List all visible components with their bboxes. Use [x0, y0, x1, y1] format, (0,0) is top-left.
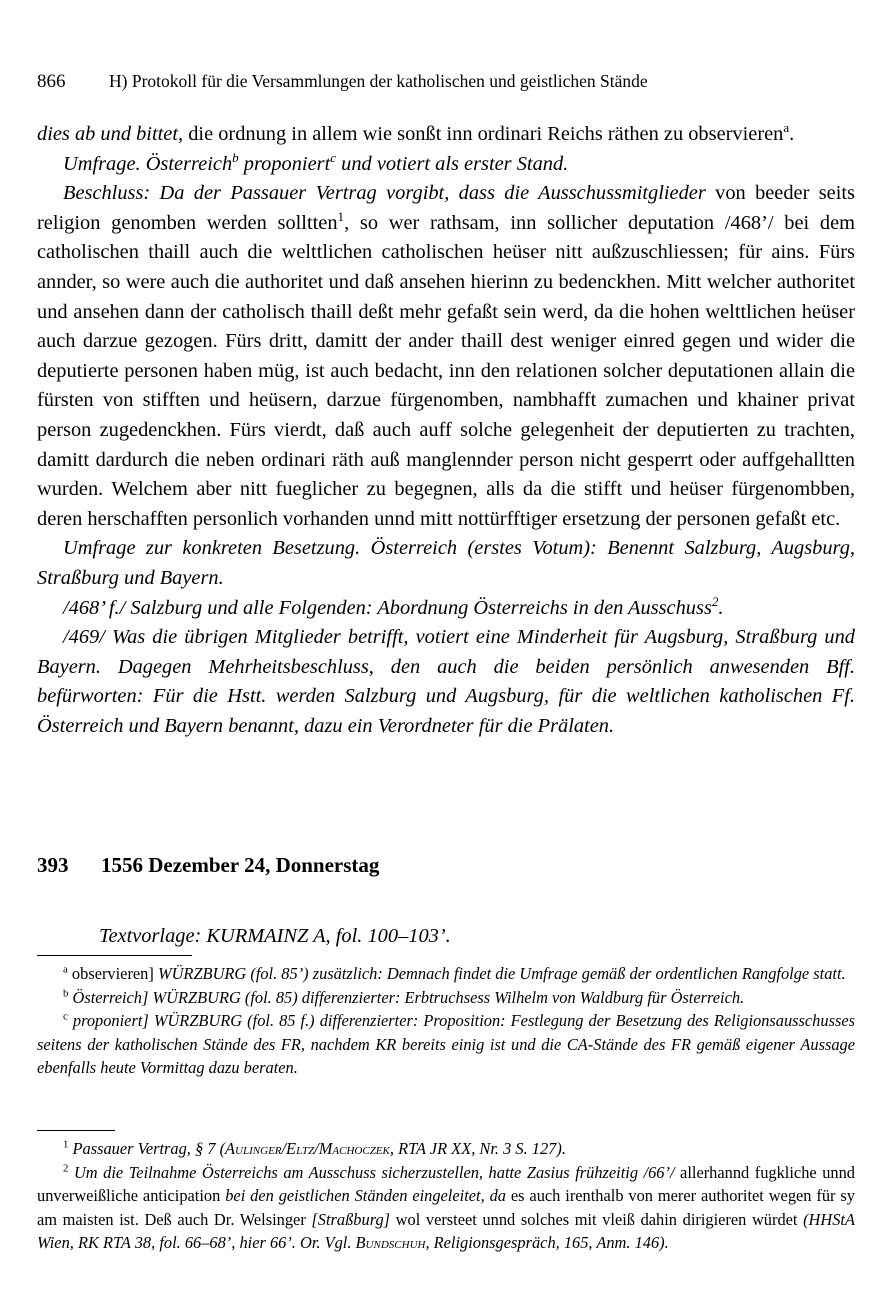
footnote-2-text-h: , Religionsgespräch, 165, Anm. 146). — [425, 1233, 669, 1253]
para3-rest-a: von beeder seits religion genomben werden solltten — [37, 182, 855, 234]
footnote-1-authors: Aulinger/Eltz/Machoczek — [225, 1139, 390, 1158]
apparatus-lemma-b: Österreich] — [72, 987, 149, 1007]
para1-lead-italic: dies ab und bittet, — [37, 123, 184, 145]
footnote-2-author: Bundschuh — [355, 1233, 426, 1253]
footnote-2-text-b: allerhannd fugkliche unnd unverweißliche anticipation — [37, 1162, 855, 1206]
footnote-marker-b: b — [232, 149, 239, 165]
section-heading — [37, 851, 855, 879]
footnote-2-text-a: Um die Teilnahme Österreichs am Ausschuss sicherzustellen, hatte Zasius frühzeitig /66’/ — [73, 1162, 675, 1182]
running-head — [37, 70, 855, 93]
footnote-2-text-c: bei den geistlichen Ständen eingeleitet, da — [225, 1186, 506, 1206]
footnote-2-text-g: (HHStA Wien, RK RTA 38, fol. 66–68’, hier 66’. Or. Vgl. — [37, 1209, 855, 1253]
apparatus-marker-a: a — [63, 963, 68, 976]
section-number: 393 — [37, 853, 69, 877]
apparatus-marker-c: c — [63, 1010, 68, 1023]
apparatus-note-a — [37, 962, 855, 986]
apparatus-numbers-rule — [37, 1130, 115, 1131]
footnote-2-marker: 2 — [63, 1162, 69, 1175]
apparatus-letters-rule — [37, 955, 192, 956]
para5-text: /468’ f./ Salzburg und alle Folgenden: Abordnung Österreichs in den Ausschuss — [63, 596, 712, 619]
para3-rest-b: , so wer rathsam, inn sollicher deputation /468’/ bei dem catholischen thaill auch die welttlichen catholischen heüser nitt außzuschliessen; für ains. Fürs annder, so were auch die authoritet und daß ansehen hierinn zu bedenckhen. Mitt welcher authoritet und ansehen dann der catholisch thaill deßt mehr gefaßt sein werd, da die hohen welttlichen heüser auch darzue gezogen. Fürs dritt, damitt der ander thaill dest weniger einred gegen und wider die deputierte personen haben müg, ist auch bedacht, inn den relationen solcher deputationen allain die fürsten von stifften und heüsern, darzue fürgenomben, nambhafft zumachen und khainer privat person zugedenckhen. Fürs vierdt, daß auch auff solche gelegenheit der deputierten zu trachten, damitt dardurch die neben ordinari räth auß manglennder person nicht gesperrt oder auffgehalltten wurden. Welchem aber nitt fueglicher zu begegnen, alls da die stifft und heüser fürgenombben, deren herschafften personlich vorhanden unnd mitt nottürfftiger ersetzung der personen gefaßt etc. — [37, 211, 855, 530]
apparatus-lemma-a: observieren] — [71, 964, 154, 983]
paragraph-4-umfrage-besetzung: Umfrage zur konkreten Besetzung. Österreich (erstes Votum): Benennt Salzburg, Augsburg, Straßburg und Bayern. — [37, 537, 855, 589]
paragraph-6-mehrheitsbeschluss: /469/ Was die übrigen Mitglieder betrifft, votiert eine Minderheit für Augsburg, Straßburg und Bayern. Dagegen Mehrheitsbeschluss, den auch die beiden persönlich anwesenden Bff. befürworten: Für die Hstt. werden Salzburg und Augsburg, für die weltlichen katholischen Ff. Österreich und Bayern benannt, dazu ein Verordneter für die Prälaten. — [37, 626, 855, 737]
apparatus-note-b — [37, 986, 855, 1010]
para5-tail: . — [718, 596, 724, 619]
apparatus-note-c — [37, 1009, 855, 1080]
footnote-2-text-d: es auch irenthalb von merer authoritet wegen für sy am maisten ist. Deß auch Dr. Welsinger — [37, 1186, 855, 1229]
footnote-marker-2: 2 — [711, 593, 719, 609]
footnote-2-text-f: wol versteet unnd solches mit vleiß dahin dirigieren würdet — [390, 1209, 804, 1229]
paragraph-3-beschluss — [37, 179, 855, 534]
body-text — [37, 120, 855, 741]
para2-lead: Umfrage. Österreich — [63, 152, 233, 175]
footnote-2-text-e: [Straßburg] — [311, 1209, 391, 1229]
para2-tail: und votiert als erster Stand. — [336, 152, 569, 175]
paragraph-1 — [37, 120, 855, 150]
paragraph-2-umfrage — [37, 150, 855, 180]
para3-italic-lead: Beschluss: Da der Passauer Vertrag vorgibt, dass die Ausschussmitglieder — [63, 182, 706, 205]
apparatus-marker-b: b — [63, 987, 69, 1000]
apparatus-text-c: WÜRZBURG (fol. 85 f.) differenzierter: Proposition: Festlegung der Besetzung des Religionsausschusses seitens der katholischen Stände des FR, nachdem KR bereits einig ist und die CA-Stände des FR gemäß eigener Aussage ebenfalls heute Vormittag dazu beraten. — [37, 1011, 855, 1078]
section-title: 1556 Dezember 24, Donnerstag — [101, 853, 380, 877]
apparatus-numbers — [37, 1137, 855, 1255]
footnote-marker-1: 1 — [337, 208, 345, 224]
footnote-1-text-b: , RTA JR XX, Nr. 3 S. 127). — [389, 1139, 566, 1158]
apparatus-lemma-c: proponiert] — [72, 1011, 149, 1031]
apparatus-text-a: WÜRZBURG (fol. 85’) zusätzlich: Demnach findet die Umfrage gemäß der ordentlichen Rangfolge statt. — [153, 964, 846, 983]
para2-mid: proponiert — [238, 152, 331, 175]
paragraph-5-salzburg — [37, 594, 855, 624]
footnote-1-marker: 1 — [63, 1138, 69, 1151]
footnote-1-text-a: Passauer Vertrag, § 7 ( — [72, 1139, 226, 1158]
running-head-title: H) Protokoll für die Versammlungen der katholischen und geistlichen Stände — [109, 71, 648, 91]
para1-rest: die ordnung in allem wie sonßt inn ordinari Reichs räthen zu observieren — [183, 123, 784, 145]
footnote-marker-c: c — [330, 149, 337, 165]
footnote-2 — [37, 1161, 855, 1255]
textvorlage-line: Textvorlage: KURMAINZ A, fol. 100–103’. — [99, 925, 451, 947]
para1-tail: . — [789, 123, 795, 145]
page-folio-number: 866 — [37, 71, 66, 92]
footnote-1 — [37, 1137, 855, 1161]
apparatus-text-b: WÜRZBURG (fol. 85) differenzierter: Erbtruchsess Wilhelm von Waldburg für Österreich. — [148, 987, 745, 1007]
footnote-marker-a: a — [783, 120, 790, 136]
apparatus-letters — [37, 962, 855, 1080]
